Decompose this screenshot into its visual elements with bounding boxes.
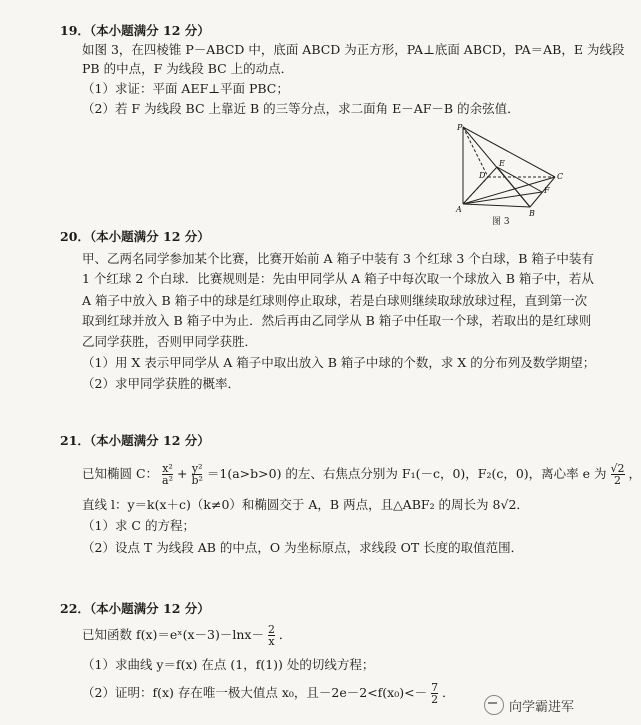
q20-line-2: 1 个红球 2 个白球．比赛规则是：先由甲同学从 A 箱子中每次取一个球放入 B 箱子中，若从 — [82, 271, 594, 286]
q20-part-2: （2）求甲同学获胜的概率． — [82, 376, 240, 391]
q21-ellipse-text: 已知椭圆 C： — [82, 466, 159, 481]
vertex-label-e: E — [499, 159, 505, 168]
wechat-channel-icon — [484, 695, 504, 715]
q22-header: 22．（本小题满分 12 分） — [60, 601, 210, 616]
fraction-7-over-2: $\frac{7}{2}$ — [431, 681, 439, 706]
fraction-2-over-x: $\frac{2}{x}$ — [267, 623, 275, 648]
fraction-y2-over-b2: $\frac{\text{y²}}{\text{b²}}$ — [191, 462, 203, 487]
watermark-text: 向学霸进军 — [508, 699, 574, 715]
q19-line-1: 如图 3，在四棱锥 P－ABCD 中，底面 ABCD 为正方形，PA⊥底面 ABCD，PA＝AB，E 为线段 — [82, 42, 625, 57]
q21-line-1 — [82, 463, 641, 486]
q21-line-2: 直线 l：y＝k(x＋c)（k≠0）和椭圆交于 A，B 两点，且△ABF₂ 的周长为 8√2． — [82, 497, 529, 512]
vertex-label-a: A — [456, 205, 462, 214]
q22-part-2-end: ． — [442, 685, 455, 700]
q20-part-1: （1）用 X 表示甲同学从 A 箱子中取出放入 B 箱子中球的个数，求 X 的分布列及数学期望； — [82, 355, 596, 370]
q21-part-1: （1）求 C 的方程； — [82, 518, 195, 533]
q21-ellipse-condition: ＝1(a>b>0) 的左、右焦点分别为 F₁(－c，0)，F₂(c，0)，离心率 e 为 — [206, 466, 607, 481]
vertex-label-f: F — [544, 186, 550, 195]
q19-line-2: PB 的中点，F 为线段 BC 上的动点． — [82, 61, 294, 76]
vertex-label-d: D — [479, 171, 486, 180]
fraction-x2-over-a2: $\frac{\text{x²}}{\text{a²}}$ — [162, 462, 173, 487]
q22-part-2 — [82, 682, 455, 705]
fraction-root2-over-2: $\frac{√2}{2}$ — [610, 462, 625, 487]
q22-proof-text: （2）证明：f(x) 存在唯一极大值点 x₀，且－2e－2<f(x₀)<－ — [82, 685, 428, 700]
q22-function-text: 已知函数 f(x)＝eˣ(x－3)－lnx－ — [82, 627, 264, 642]
pyramid-figure — [455, 122, 565, 222]
q21-line-1-end: ， — [628, 466, 641, 481]
q20-line-3: A 箱子中放入 B 箱子中的球是红球则停止取球，若是白球则继续取球放球过程，直到第一次 — [82, 293, 588, 308]
figure-caption: 图 3 — [492, 217, 510, 227]
q21-header: 21．（本小题满分 12 分） — [60, 433, 210, 448]
q22-line-1-end: ． — [278, 627, 292, 642]
q19-header: 19．（本小题满分 12 分） — [60, 23, 210, 38]
q20-line-1: 甲、乙两名同学参加某个比赛，比赛开始前 A 箱子中装有 3 个红球 3 个白球，B 箱子中装有 — [82, 251, 594, 266]
vertex-label-p: P — [457, 123, 463, 132]
q22-part-1: （1）求曲线 y＝f(x) 在点 (1，f(1)) 处的切线方程； — [82, 657, 375, 672]
vertex-label-b: B — [529, 209, 535, 218]
q20-line-5: 乙同学获胜，否则甲同学获胜． — [82, 334, 258, 349]
plus-sign: + — [176, 466, 188, 481]
q19-part-2: （2）若 F 为线段 BC 上靠近 B 的三等分点，求二面角 E－AF－B 的余弦值． — [82, 101, 520, 116]
vertex-label-c: C — [557, 172, 564, 181]
q19-part-1: （1）求证：平面 AEF⊥平面 PBC； — [82, 81, 289, 96]
q21-part-2: （2）设点 T 为线段 AB 的中点，O 为坐标原点，求线段 OT 长度的取值范围． — [82, 540, 524, 555]
watermark — [484, 695, 574, 715]
q20-header: 20．（本小题满分 12 分） — [60, 229, 210, 244]
q22-line-1 — [82, 624, 291, 647]
q20-line-4: 取到红球并放入 B 箱子中为止．然后再由乙同学从 B 箱子中任取一个球，若取出的是红球则 — [82, 313, 592, 328]
